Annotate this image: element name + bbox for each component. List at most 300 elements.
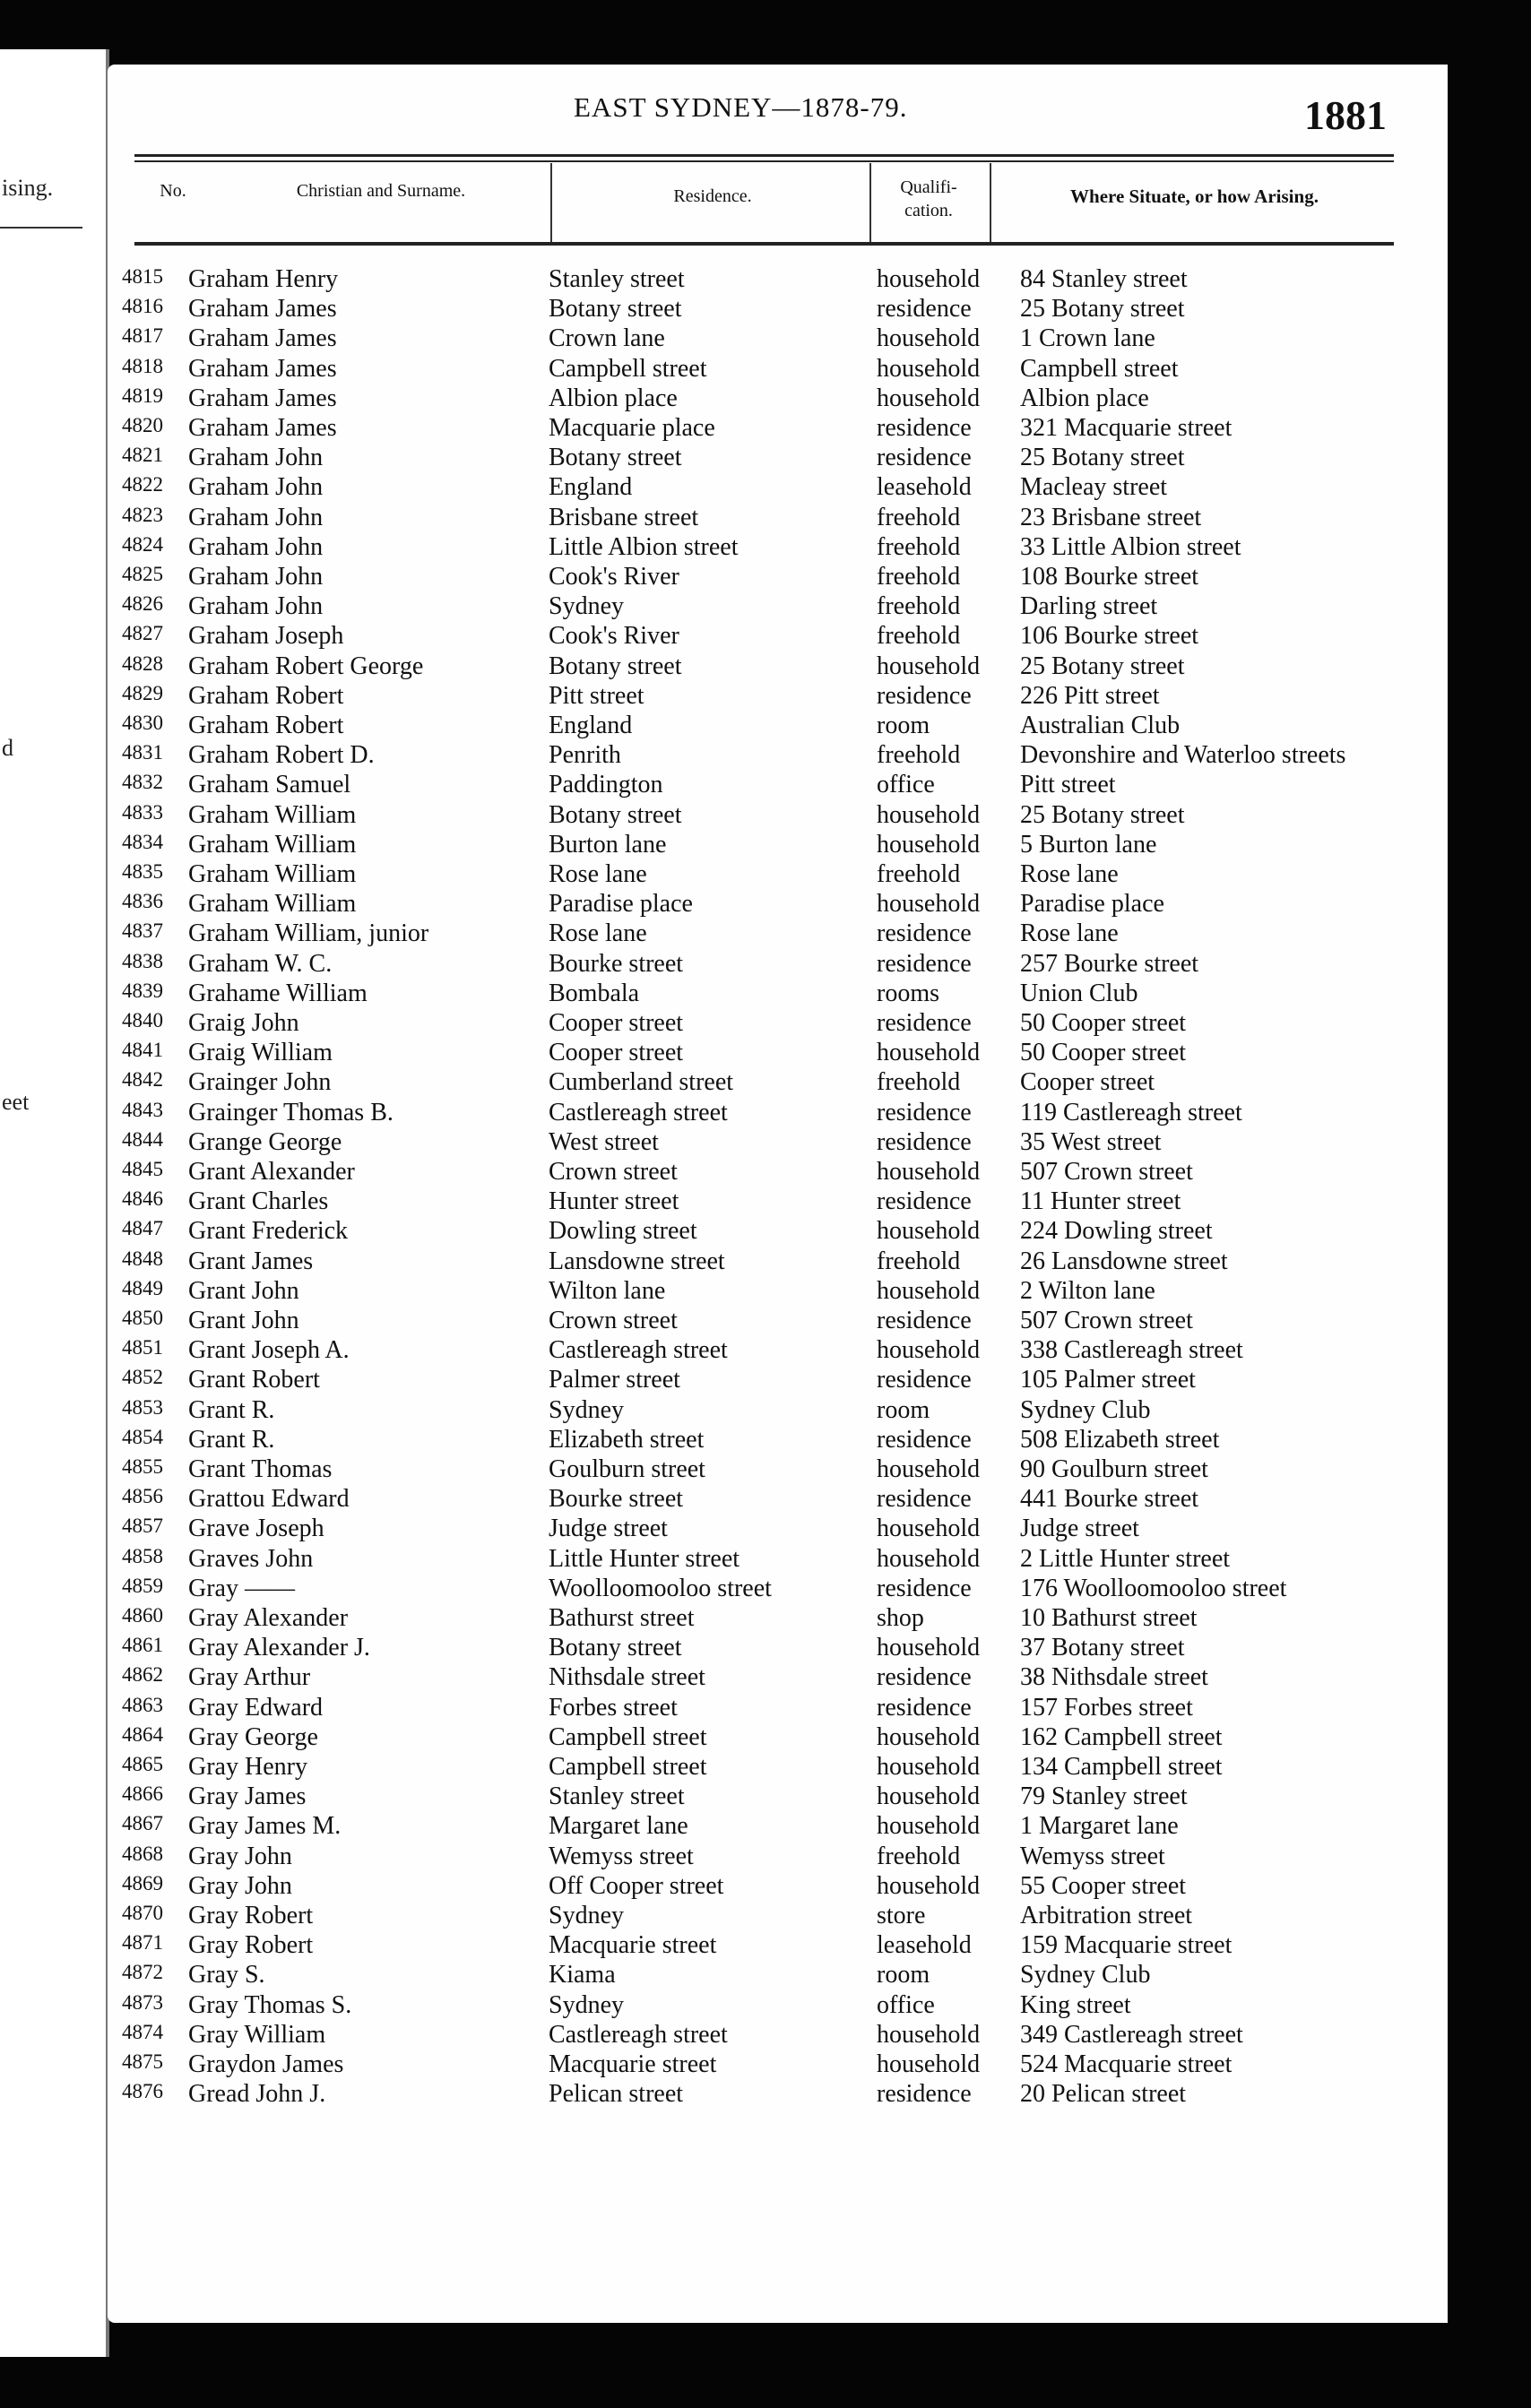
entry-number: 4828 [122,652,163,675]
entry-where-situate: 224 Dowling street [1020,1217,1213,1246]
entry-residence: Palmer street [549,1366,680,1394]
entry-residence: Bombala [549,979,640,1007]
entry-qualification: household [877,1039,981,1067]
entry-qualification: residence [877,414,972,442]
entry-qualification: residence [877,1485,972,1514]
entry-qualification: residence [877,949,972,978]
entry-where-situate: 84 Stanley street [1020,265,1188,293]
entry-residence: Campbell street [549,1722,707,1751]
table-row [108,1545,1448,1575]
entry-name: Graham James [188,295,337,324]
entry-where-situate: 35 West street [1020,1127,1162,1156]
table-row [108,950,1448,980]
entry-where-situate: 37 Botany street [1020,1634,1185,1662]
entry-residence: Albion place [549,384,678,412]
entry-number: 4838 [122,949,163,972]
entry-residence: Burton lane [549,830,667,859]
table-row [108,1634,1448,1663]
entry-number: 4822 [122,473,163,496]
entry-qualification: household [877,1336,981,1365]
previous-page-fragment: eet [2,1089,30,1115]
entry-where-situate: Rose lane [1020,860,1119,888]
entry-where-situate: 507 Crown street [1020,1158,1193,1186]
entry-number: 4848 [122,1247,163,1270]
entry-qualification: residence [877,1574,972,1602]
entry-where-situate: Wemyss street [1020,1842,1165,1870]
entry-name: Gray Henry [188,1753,307,1781]
entry-qualification: shop [877,1604,924,1632]
entry-residence: Sydney [549,1990,624,2019]
entry-where-situate: 157 Forbes street [1020,1693,1193,1722]
entry-name: Grant Charles [188,1187,329,1216]
header-rule [134,242,1394,246]
entry-residence: Bathurst street [549,1604,695,1632]
entry-number: 4832 [122,771,163,794]
entry-name: Graham James [188,414,337,442]
entry-number: 4847 [122,1217,163,1240]
entry-qualification: household [877,1871,981,1900]
entry-where-situate: Cooper street [1020,1068,1155,1097]
column-header-residence: Residence. [673,186,752,206]
entry-name: Grant James [188,1247,314,1275]
entry-where-situate: 25 Botany street [1020,295,1185,324]
entry-where-situate: Albion place [1020,384,1149,412]
header-rule [134,160,1394,162]
table-row [108,384,1448,414]
entry-residence: Botany street [549,295,682,324]
entry-qualification: household [877,1158,981,1186]
column-header-where: Where Situate, or how Arising. [1070,186,1319,207]
entry-number: 4815 [122,265,163,288]
entry-name: Grant John [188,1276,299,1305]
entry-residence: Castlereagh street [549,1336,728,1365]
table-row [108,563,1448,592]
entry-number: 4852 [122,1366,163,1389]
column-divider [990,163,991,242]
table-row [108,295,1448,324]
entry-name: Grant Thomas [188,1455,333,1483]
entry-name: Graham Robert D. [188,741,375,770]
entry-qualification: household [877,1455,981,1483]
entry-name: Grange George [188,1127,342,1156]
entry-where-situate: 108 Bourke street [1020,563,1199,591]
entry-where-situate: Australian Club [1020,712,1181,739]
entry-name: Gray Alexander [188,1604,349,1632]
entry-where-situate: 11 Hunter street [1020,1187,1181,1216]
entry-name: Gray James [188,1782,307,1811]
entry-qualification: freehold [877,503,961,531]
table-row [108,1812,1448,1842]
entry-number: 4876 [122,2080,163,2103]
entry-qualification: household [877,384,981,412]
entry-number: 4862 [122,1663,163,1687]
table-row [108,1872,1448,1902]
entry-residence: Woolloomooloo street [549,1574,772,1602]
entry-number: 4837 [122,919,163,943]
table-row [108,1009,1448,1039]
entry-name: Graham James [188,324,337,353]
entry-qualification: household [877,1722,981,1751]
entry-qualification: household [877,1515,981,1543]
entry-qualification: residence [877,1425,972,1454]
table-row [108,444,1448,473]
entry-residence: Kiama [549,1961,616,1989]
entry-residence: Crown lane [549,324,665,353]
entry-name: Gray Arthur [188,1663,311,1692]
page-title: EAST SYDNEY—1878-79. [574,91,908,123]
table-row [108,1782,1448,1812]
entry-where-situate: 55 Cooper street [1020,1871,1187,1900]
entry-number: 4821 [122,444,163,467]
entry-name: Graham Joseph [188,622,344,651]
entry-number: 4857 [122,1515,163,1538]
previous-page-rule [0,227,82,229]
entry-name: Graham Robert [188,712,344,739]
entry-residence: Little Albion street [549,532,739,561]
entry-qualification: residence [877,1307,972,1334]
table-row [108,771,1448,800]
entry-where-situate: 33 Little Albion street [1020,532,1241,561]
table-row [108,265,1448,295]
entry-where-situate: King street [1020,1990,1131,2019]
entry-number: 4856 [122,1485,163,1508]
entry-qualification: freehold [877,741,961,770]
previous-page-fragment: ising. [2,175,54,201]
entry-number: 4833 [122,800,163,824]
entry-name: Grant R. [188,1395,275,1424]
entry-name: Gray Robert [188,1902,314,1929]
table-row [108,1455,1448,1485]
entry-qualification: freehold [877,1842,961,1870]
entry-number: 4819 [122,384,163,407]
entry-name: Graham John [188,503,324,531]
table-row [108,1187,1448,1217]
entry-number: 4834 [122,830,163,853]
header-rule [134,154,1394,157]
entry-where-situate: 1 Crown lane [1020,324,1155,353]
entry-number: 4853 [122,1395,163,1419]
entry-residence: Pitt street [549,681,644,710]
entry-residence: Goulburn street [549,1455,705,1483]
entry-residence: Forbes street [549,1693,678,1722]
table-row [108,414,1448,444]
entry-where-situate: 2 Little Hunter street [1020,1544,1231,1573]
entry-number: 4826 [122,592,163,616]
entry-where-situate: 524 Macquarie street [1020,2050,1233,2078]
entry-where-situate: Paradise place [1020,890,1164,919]
table-row [108,1128,1448,1158]
table-row [108,682,1448,712]
entry-name: Grant Alexander [188,1158,355,1186]
entry-residence: Lansdowne street [549,1247,725,1275]
table-row [108,1307,1448,1336]
table-row [108,1247,1448,1277]
table-row [108,1366,1448,1395]
table-row [108,473,1448,503]
entry-qualification: room [877,1961,930,1989]
table-row [108,741,1448,771]
entry-qualification: freehold [877,860,961,888]
entry-qualification: residence [877,1663,972,1692]
entry-where-situate: 176 Woolloomooloo street [1020,1574,1287,1602]
entry-name: Gray Alexander J. [188,1634,370,1662]
table-row [108,1902,1448,1931]
entry-residence: Macquarie place [549,414,715,442]
entry-number: 4818 [122,354,163,377]
entry-residence: Campbell street [549,1753,707,1781]
table-row [108,980,1448,1009]
table-row [108,2050,1448,2080]
entry-number: 4816 [122,295,163,318]
table-row [108,1158,1448,1187]
entry-residence: Paradise place [549,890,693,919]
entry-qualification: household [877,354,981,383]
entry-qualification: residence [877,1098,972,1126]
entry-residence: Macquarie street [549,2050,717,2078]
entry-qualification: household [877,1217,981,1246]
entry-name: Gray John [188,1842,292,1870]
entry-residence: Hunter street [549,1187,679,1216]
entry-qualification: room [877,712,930,739]
entry-qualification: residence [877,1009,972,1037]
entry-number: 4872 [122,1961,163,1984]
entry-name: Grainger John [188,1068,332,1097]
entry-qualification: household [877,1276,981,1305]
entry-name: Graham John [188,473,324,502]
entry-residence: Penrith [549,741,621,770]
entry-where-situate: Pitt street [1020,771,1116,799]
entry-where-situate: 338 Castlereagh street [1020,1336,1243,1365]
table-row [108,1843,1448,1872]
entry-where-situate: Arbitration street [1020,1902,1193,1929]
entry-qualification: household [877,652,981,680]
entry-name: Grainger Thomas B. [188,1098,394,1126]
entry-qualification: household [877,1544,981,1573]
entry-name: Graham William [188,830,357,859]
entry-name: Graham John [188,563,324,591]
entry-name: Graydon James [188,2050,344,2078]
entry-where-situate: 134 Campbell street [1020,1753,1223,1781]
entry-qualification: residence [877,444,972,472]
entry-where-situate: 90 Goulburn street [1020,1455,1208,1483]
entry-number: 4851 [122,1336,163,1359]
entry-residence: Castlereagh street [549,2020,728,2049]
entry-residence: Botany street [549,800,682,829]
entry-number: 4817 [122,324,163,348]
table-row [108,355,1448,384]
entry-number: 4861 [122,1634,163,1657]
table-row [108,801,1448,831]
entry-residence: Sydney [549,1902,624,1929]
entry-residence: Nithsdale street [549,1663,705,1692]
entry-residence: Pelican street [549,2080,684,2109]
table-row [108,1217,1448,1247]
entry-qualification: freehold [877,1247,961,1275]
entry-name: Graham William [188,860,357,888]
entry-residence: Rose lane [549,919,647,948]
entry-number: 4844 [122,1127,163,1151]
table-row [108,1515,1448,1544]
table-row [108,1694,1448,1723]
entry-where-situate: 507 Crown street [1020,1307,1193,1334]
entry-where-situate: Sydney Club [1020,1395,1151,1424]
entry-where-situate: 25 Botany street [1020,652,1185,680]
entry-number: 4863 [122,1693,163,1716]
table-row [108,1575,1448,1604]
entry-number: 4864 [122,1722,163,1746]
entry-where-situate: 226 Pitt street [1020,681,1160,710]
table-row [108,2080,1448,2110]
entry-residence: Off Cooper street [549,1871,724,1900]
entry-number: 4823 [122,503,163,526]
entry-qualification: leasehold [877,473,972,502]
table-row [108,1753,1448,1782]
entry-where-situate: 106 Bourke street [1020,622,1199,651]
entry-number: 4843 [122,1098,163,1121]
table-row [108,890,1448,919]
entry-name: Graham John [188,592,324,621]
entry-residence: Castlereagh street [549,1098,728,1126]
entry-residence: Cumberland street [549,1068,734,1097]
entry-number: 4839 [122,979,163,1002]
entry-qualification: store [877,1902,926,1929]
entry-name: Graham William, junior [188,919,429,948]
entry-residence: Botany street [549,652,682,680]
entry-residence: Wilton lane [549,1276,666,1305]
entry-number: 4873 [122,1990,163,2014]
table-row [108,1961,1448,1990]
entry-number: 4870 [122,1902,163,1924]
table-row [108,1396,1448,1426]
entry-where-situate: Macleay street [1020,473,1168,502]
entry-name: Gray James M. [188,1812,342,1841]
entry-residence: Botany street [549,444,682,472]
entry-name: Gray William [188,2020,326,2049]
table-row [108,860,1448,890]
entry-number: 4850 [122,1307,163,1329]
entry-residence: Cooper street [549,1009,684,1037]
entry-residence: Rose lane [549,860,647,888]
table-row [108,504,1448,533]
entry-qualification: household [877,1753,981,1781]
entry-qualification: office [877,1990,935,2019]
entry-residence: Cooper street [549,1039,684,1067]
entry-qualification: household [877,1634,981,1662]
entry-where-situate: 2 Wilton lane [1020,1276,1155,1305]
column-divider [869,163,871,242]
entry-where-situate: 26 Lansdowne street [1020,1247,1228,1275]
entry-residence: Judge street [549,1515,668,1543]
entry-where-situate: 349 Castlereagh street [1020,2020,1243,2049]
entry-qualification: freehold [877,622,961,651]
entry-name: Graves John [188,1544,314,1573]
entry-name: Graig John [188,1009,299,1037]
entry-name: Graham James [188,384,337,412]
table-row [108,1426,1448,1455]
entry-residence: Bourke street [549,1485,684,1514]
table-row [108,1604,1448,1634]
entry-qualification: residence [877,1187,972,1216]
entry-number: 4841 [122,1039,163,1062]
entry-where-situate: 25 Botany street [1020,444,1185,472]
entry-residence: Little Hunter street [549,1544,740,1573]
entry-number: 4865 [122,1753,163,1775]
entry-name: Grahame William [188,979,368,1007]
entry-residence: England [549,712,633,739]
entry-residence: Cook's River [549,563,679,591]
entry-where-situate: 5 Burton lane [1020,830,1157,859]
entry-qualification: household [877,800,981,829]
entry-residence: Campbell street [549,354,707,383]
entry-residence: Botany street [549,1634,682,1662]
entry-number: 4854 [122,1425,163,1448]
entry-qualification: freehold [877,1068,961,1097]
entry-name: Graham James [188,354,337,383]
entry-residence: Bourke street [549,949,684,978]
entry-where-situate: 441 Bourke street [1020,1485,1199,1514]
table-row [108,324,1448,354]
entry-where-situate: 105 Palmer street [1020,1366,1196,1394]
table-row [108,1039,1448,1068]
table-row [108,1068,1448,1098]
entry-name: Grant R. [188,1425,275,1454]
entry-qualification: room [877,1395,930,1424]
entry-number: 4868 [122,1842,163,1865]
table-row [108,1277,1448,1307]
entry-name: Graham Robert George [188,652,424,680]
table-row [108,1485,1448,1515]
entry-residence: Stanley street [549,1782,685,1811]
entry-name: Graham John [188,532,324,561]
entry-number: 4869 [122,1871,163,1894]
entry-name: Grant Frederick [188,1217,349,1246]
entry-where-situate: 119 Castlereagh street [1020,1098,1242,1126]
entry-number: 4858 [122,1544,163,1567]
entry-residence: Elizabeth street [549,1425,705,1454]
entry-number: 4866 [122,1782,163,1806]
table-row [108,1931,1448,1961]
entry-name: Grant Joseph A. [188,1336,350,1365]
entry-qualification: household [877,1782,981,1811]
entry-qualification: residence [877,681,972,710]
entry-name: Graig William [188,1039,333,1067]
entry-name: Gray John [188,1871,292,1900]
entry-where-situate: Campbell street [1020,354,1179,383]
entry-qualification: freehold [877,532,961,561]
entry-number: 4836 [122,890,163,913]
entry-number: 4830 [122,712,163,734]
entry-name: Gray Thomas S. [188,1990,352,2019]
entry-name: Gread John J. [188,2080,326,2109]
entry-name: Gray Robert [188,1931,314,1960]
entry-where-situate: 25 Botany street [1020,800,1185,829]
entry-where-situate: Rose lane [1020,919,1119,948]
entry-residence: Cook's River [549,622,679,651]
entry-number: 4825 [122,563,163,585]
entry-number: 4845 [122,1158,163,1180]
entry-qualification: residence [877,1366,972,1394]
entry-where-situate: Devonshire and Waterloo streets [1020,741,1346,770]
entry-where-situate: 20 Pelican street [1020,2080,1187,2109]
entry-number: 4867 [122,1812,163,1835]
entry-residence: Paddington [549,771,663,799]
table-row [108,2021,1448,2050]
entry-where-situate: Judge street [1020,1515,1139,1543]
table-row [108,622,1448,652]
entry-number: 4835 [122,860,163,883]
entry-where-situate: 1 Margaret lane [1020,1812,1179,1841]
entry-qualification: rooms [877,979,939,1007]
